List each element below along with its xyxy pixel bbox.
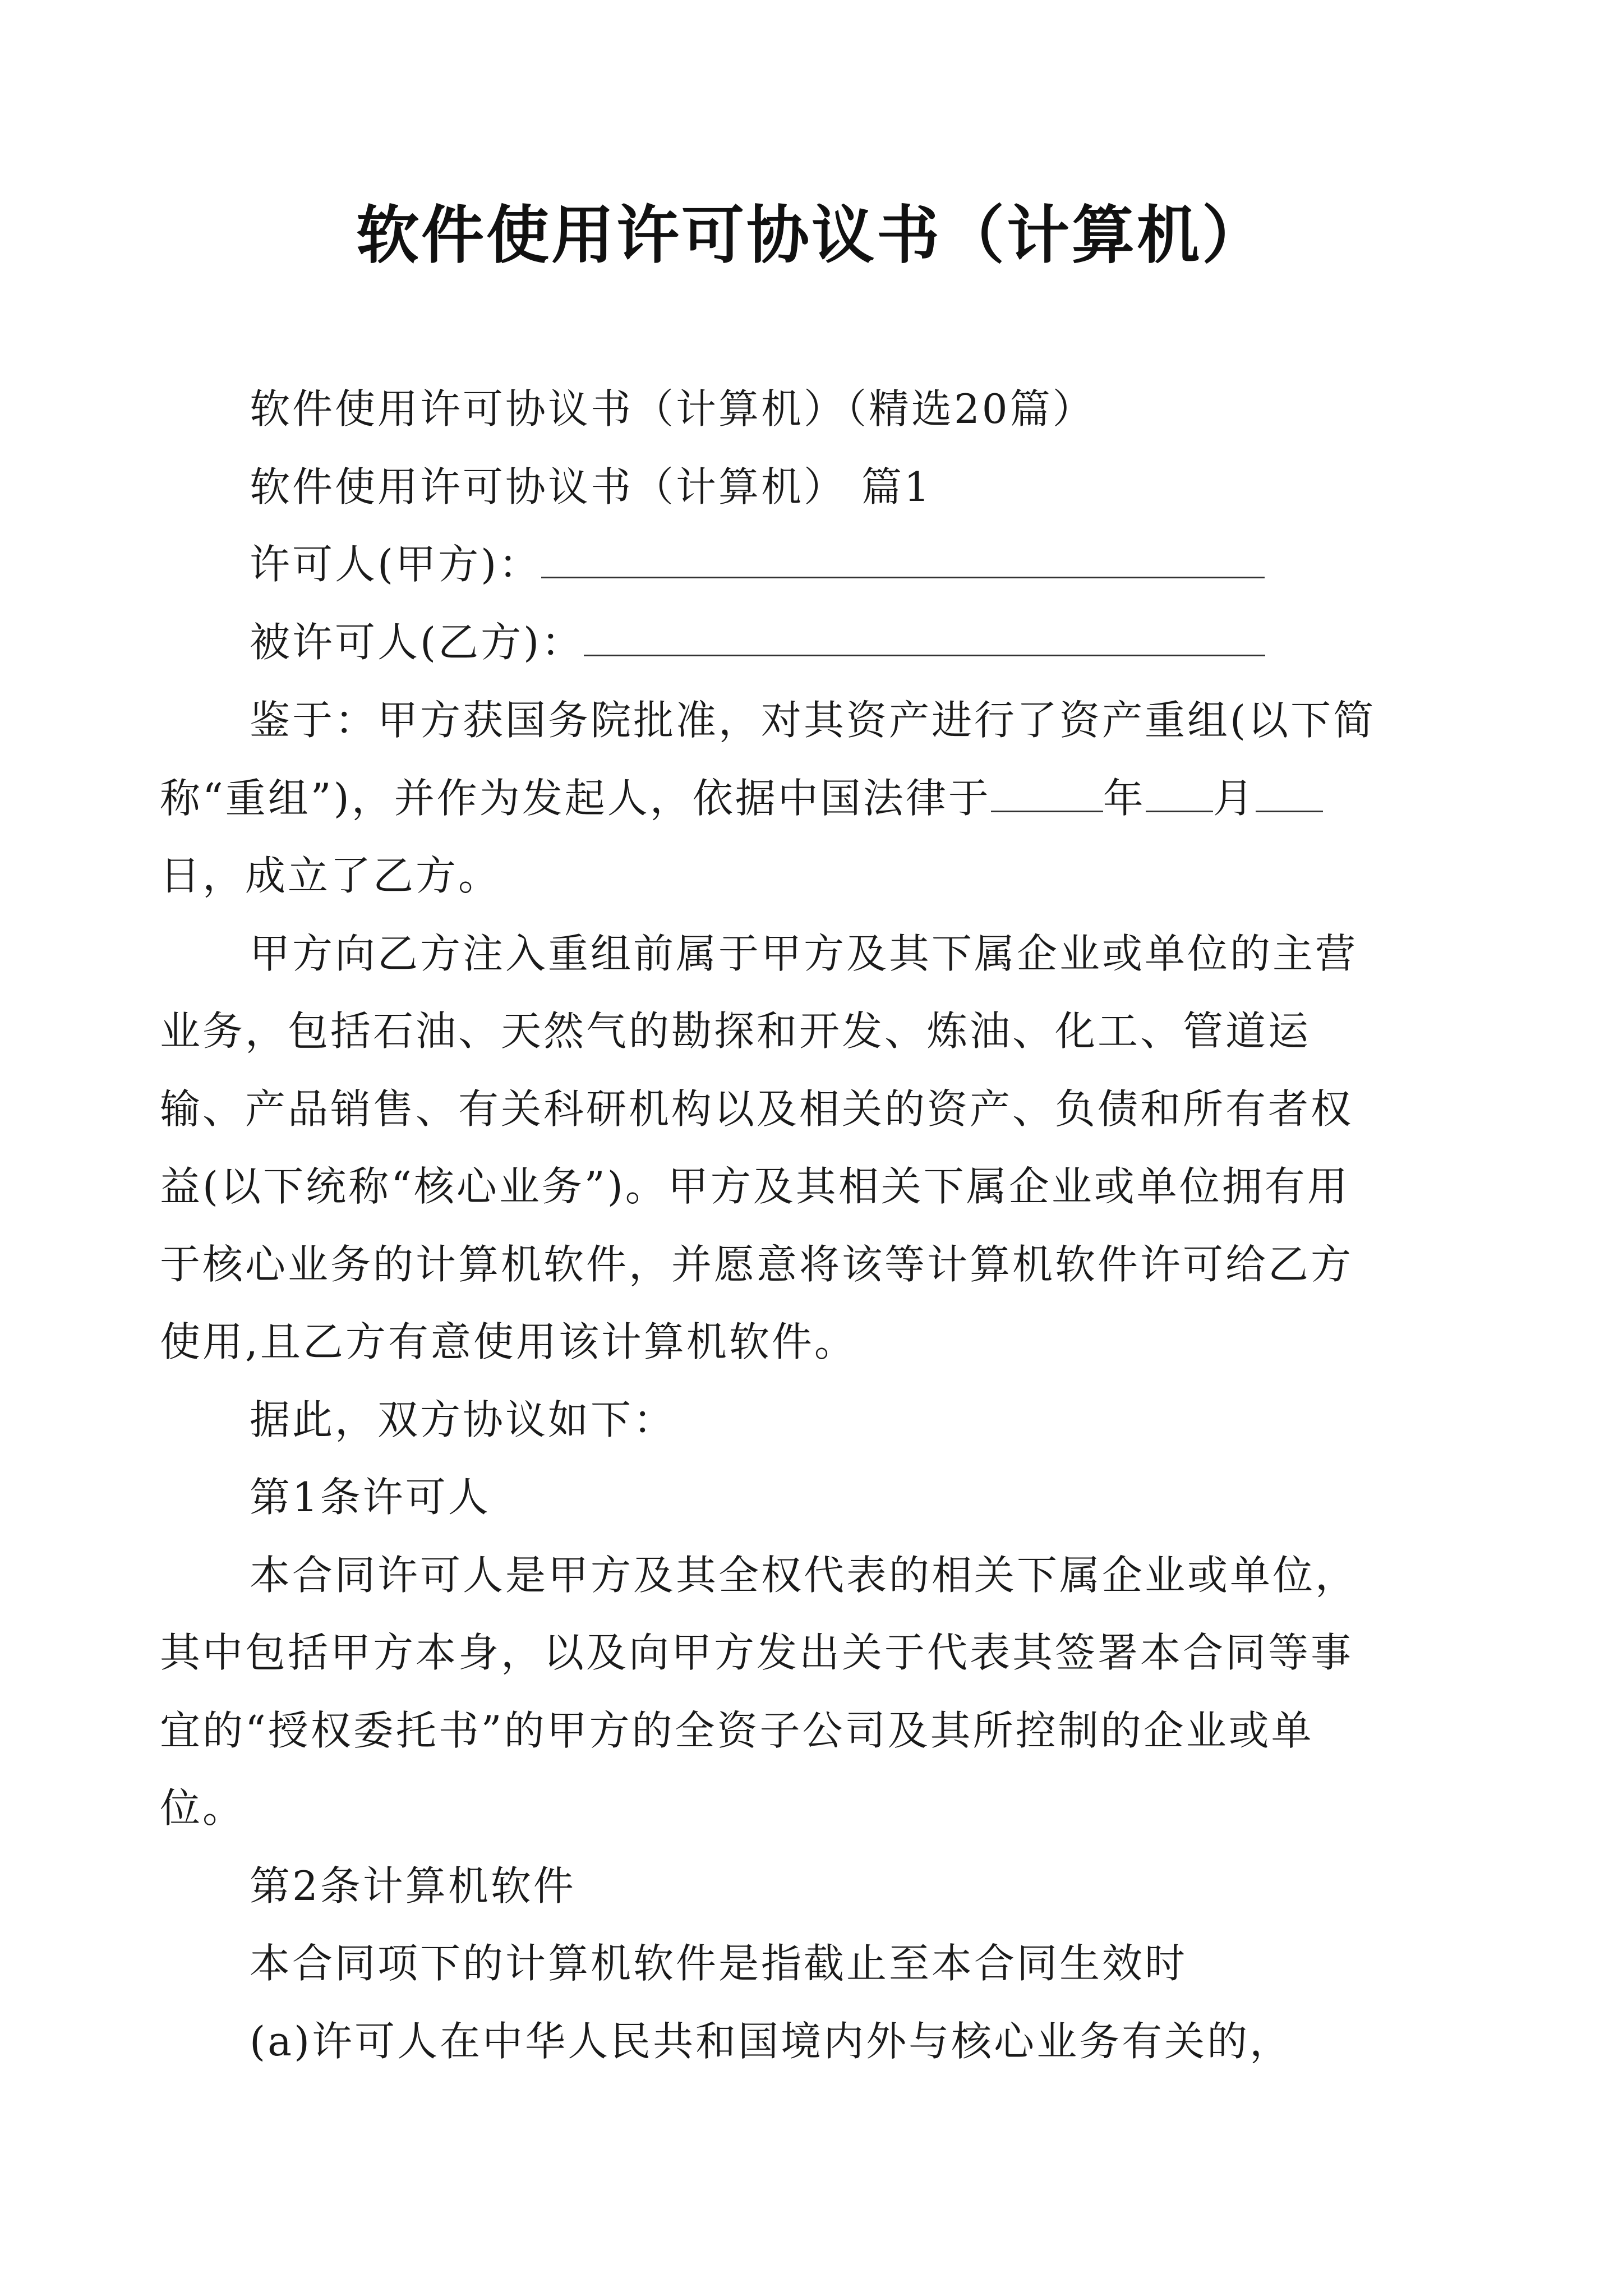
whereas-text: 鉴于：甲方获国务院批准，对其资产进行了资产重组(以下简称“重组”)，并作为发起人，依据中国法律于 (160, 697, 1376, 822)
licensee-label: 被许可人(乙方)： (250, 618, 584, 666)
part-heading: 软件使用许可协议书（计算机） 篇1 (250, 463, 932, 510)
year-label: 年 (1103, 774, 1146, 822)
year-blank (991, 774, 1103, 812)
day-label: 日，成立了乙方。 (160, 852, 501, 899)
agree-paragraph: 据此，双方协议如下： (250, 1396, 676, 1443)
licensee-blank (584, 618, 1265, 656)
inject-paragraph: 甲方向乙方注入重组前属于甲方及其下属企业或单位的主营业务，包括石油、天然气的勘探和开发、炼油、化工、管道运输、产品销售、有关科研机构以及相关的资产、负债和所有者权益(以下统称“核心业务”)。甲方及其相关下属企业或单位拥有用于核心业务的计算机软件，并愿意将该等计算机软件许可给乙方使用,且乙方有意使用该计算机软件。 (160, 930, 1358, 1365)
document-body (250, 370, 1388, 681)
article-1-heading: 第1条许可人 (250, 1474, 491, 1521)
article-2-heading: 第2条计算机软件 (250, 1862, 576, 1910)
document-body-main (160, 682, 1388, 2080)
licensor-blank (541, 540, 1265, 578)
article-2-item-a: (a)许可人在中华人民共和国境内外与核心业务有关的， (250, 2017, 1293, 2065)
subtitle: 软件使用许可协议书（计算机）（精选20篇） (250, 385, 1095, 432)
day-blank (1256, 774, 1323, 812)
licensee-line (250, 604, 1388, 682)
document-title: 软件使用许可协议书（计算机） (356, 199, 1267, 272)
article-1-body: 本合同许可人是甲方及其全权代表的相关下属企业或单位，其中包括甲方本身，以及向甲方发出关于代表其签署本合同等事宜的“授权委托书”的甲方的全资子公司及其所控制的企业或单位。 (160, 1551, 1358, 1832)
article-2-body: 本合同项下的计算机软件是指截止至本合同生效时 (250, 1940, 1188, 1987)
whereas-paragraph (160, 682, 1388, 915)
month-label: 月 (1212, 774, 1256, 822)
licensor-label: 许可人(甲方)： (250, 541, 542, 588)
month-blank (1146, 774, 1213, 812)
licensor-line (250, 526, 1388, 604)
